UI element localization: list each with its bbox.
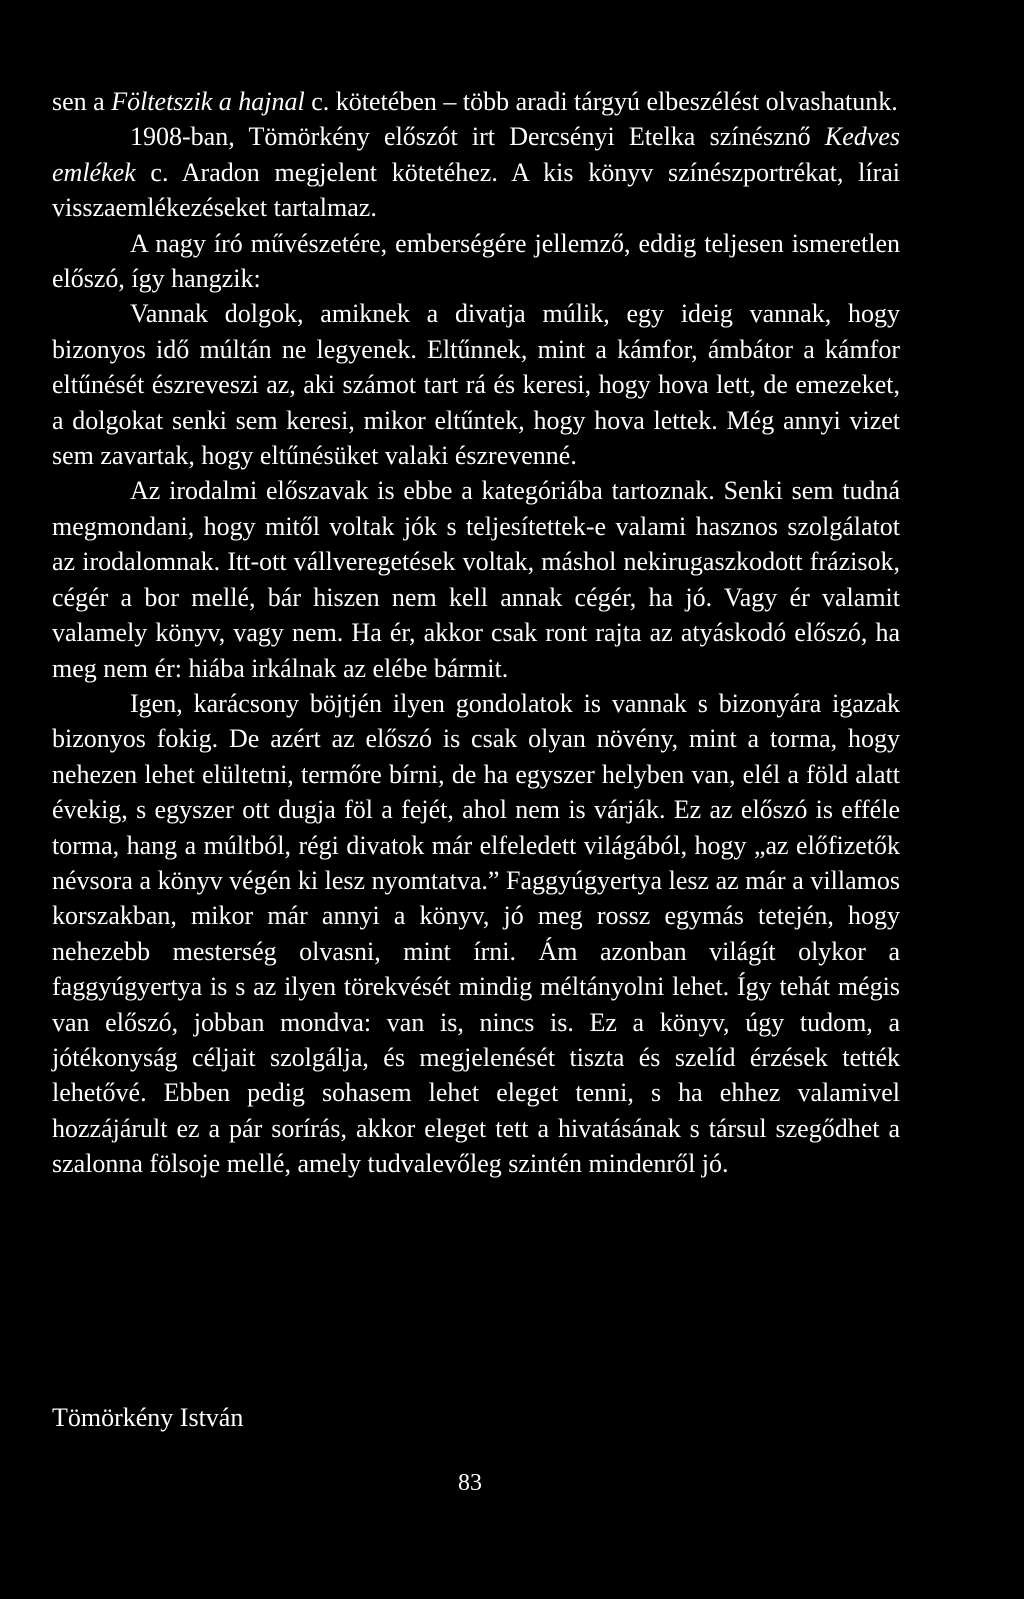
book-title-foltetszik: Föltetszik a hajnal xyxy=(111,87,305,116)
text-run: A nagy író művészetére, emberségére jellemző, eddig teljesen ismeretlen előszó, így hangzik: xyxy=(52,228,900,294)
book-title-kedves-emlekek: Kedves emlékek xyxy=(52,122,900,187)
document-body xyxy=(52,84,900,1182)
paragraph-1 xyxy=(52,84,900,119)
text-run: 1908-ban, Tömörkény előszót irt Dercsényi Etelka színésznő xyxy=(130,122,825,152)
text-run: c. kötetében – több aradi tárgyú elbeszélést olvashatunk. xyxy=(304,87,898,116)
paragraph-5 xyxy=(52,473,900,685)
author-signature: Tömörkény István xyxy=(52,1403,244,1432)
paragraph-4 xyxy=(52,296,900,473)
paragraph-6 xyxy=(52,686,900,1182)
text-run: Vannak dolgok, amiknek a divatja múlik, egy ideig vannak, hogy bizonyos idő múltán ne legyenek. Eltűnnek, mint a kámfor, ámbátor a kámfor eltűnését észreveszi az, aki számot tart rá és keresi, hogy hova lett, de emezeket, a dolgokat senki sem keresi, mikor eltűntek, hogy hova lettek. Még annyi vizet sem zavartak, hogy eltűnésüket valaki észrevenné. xyxy=(52,299,900,471)
text-run: Igen, karácsony böjtjén ilyen gondolatok is vannak s bizonyára igazak bizonyos fokig. De azért az előszó is csak olyan növény, mint a torma, hogy nehezen lehet elültetni, termőre bírni, de ha egyszer helyben van, elél a föld alatt évekig, s egyszer ott dugja föl a fejét, ahol nem is várják. Ez az előszó is efféle torma, hang a múltból, régi divatok már elfeledett világából, hogy „az előfizetők névsora a könyv végén ki lesz nyomtatva.” Faggyúgyertya lesz az már a villamos korszakban, mikor már annyi a könyv, jó meg rossz egymás tetején, hogy nehezebb mesterség olvasni, mint írni. Ám azonban világít olykor a faggyúgyertya is s az ilyen törekvését mindig méltányolni lehet. Így tehát mégis van előszó, jobban mondva: van is, nincs is. Ez a könyv, úgy tudom, a jótékonyság céljait szolgálja, és megjelenését tiszta és szelíd érzések tették lehetővé. Ebben pedig sohasem lehet eleget tenni, s ha ehhez valamivel hozzájárult ez a pár sorírás, akkor eleget tett a hivatásának s társul szegődhet a szalonna fölsoje mellé, amely tudvalevőleg szintén mindenről jó. xyxy=(52,688,900,1179)
paragraph-2 xyxy=(52,119,900,225)
paragraph-3 xyxy=(52,226,900,297)
text-run: sen a xyxy=(52,87,112,116)
text-run: Az irodalmi előszavak is ebbe a kategóriába tartoznak. Senki sem tudná megmondani, hogy mitől voltak jók s teljesítettek-e valami hasznos szolgálatot az irodalomnak. Itt-ott vállveregetések voltak, máshol nekirugaszkodott frázisok, cégér a bor mellé, bár hiszen nem kell annak cégér, ha jó. Vagy ér valamit valamely könyv, vagy nem. Ha ér, akkor csak ront rajta az atyáskodó előszó, ha meg nem ér: hiába irkálnak az elébe bármit. xyxy=(52,476,900,683)
page-number: 83 xyxy=(458,1470,482,1496)
text-run: c. Aradon megjelent kötetéhez. A kis könyv színészportrékat, lírai visszaemlékezéseket tartalmaz. xyxy=(52,157,900,223)
